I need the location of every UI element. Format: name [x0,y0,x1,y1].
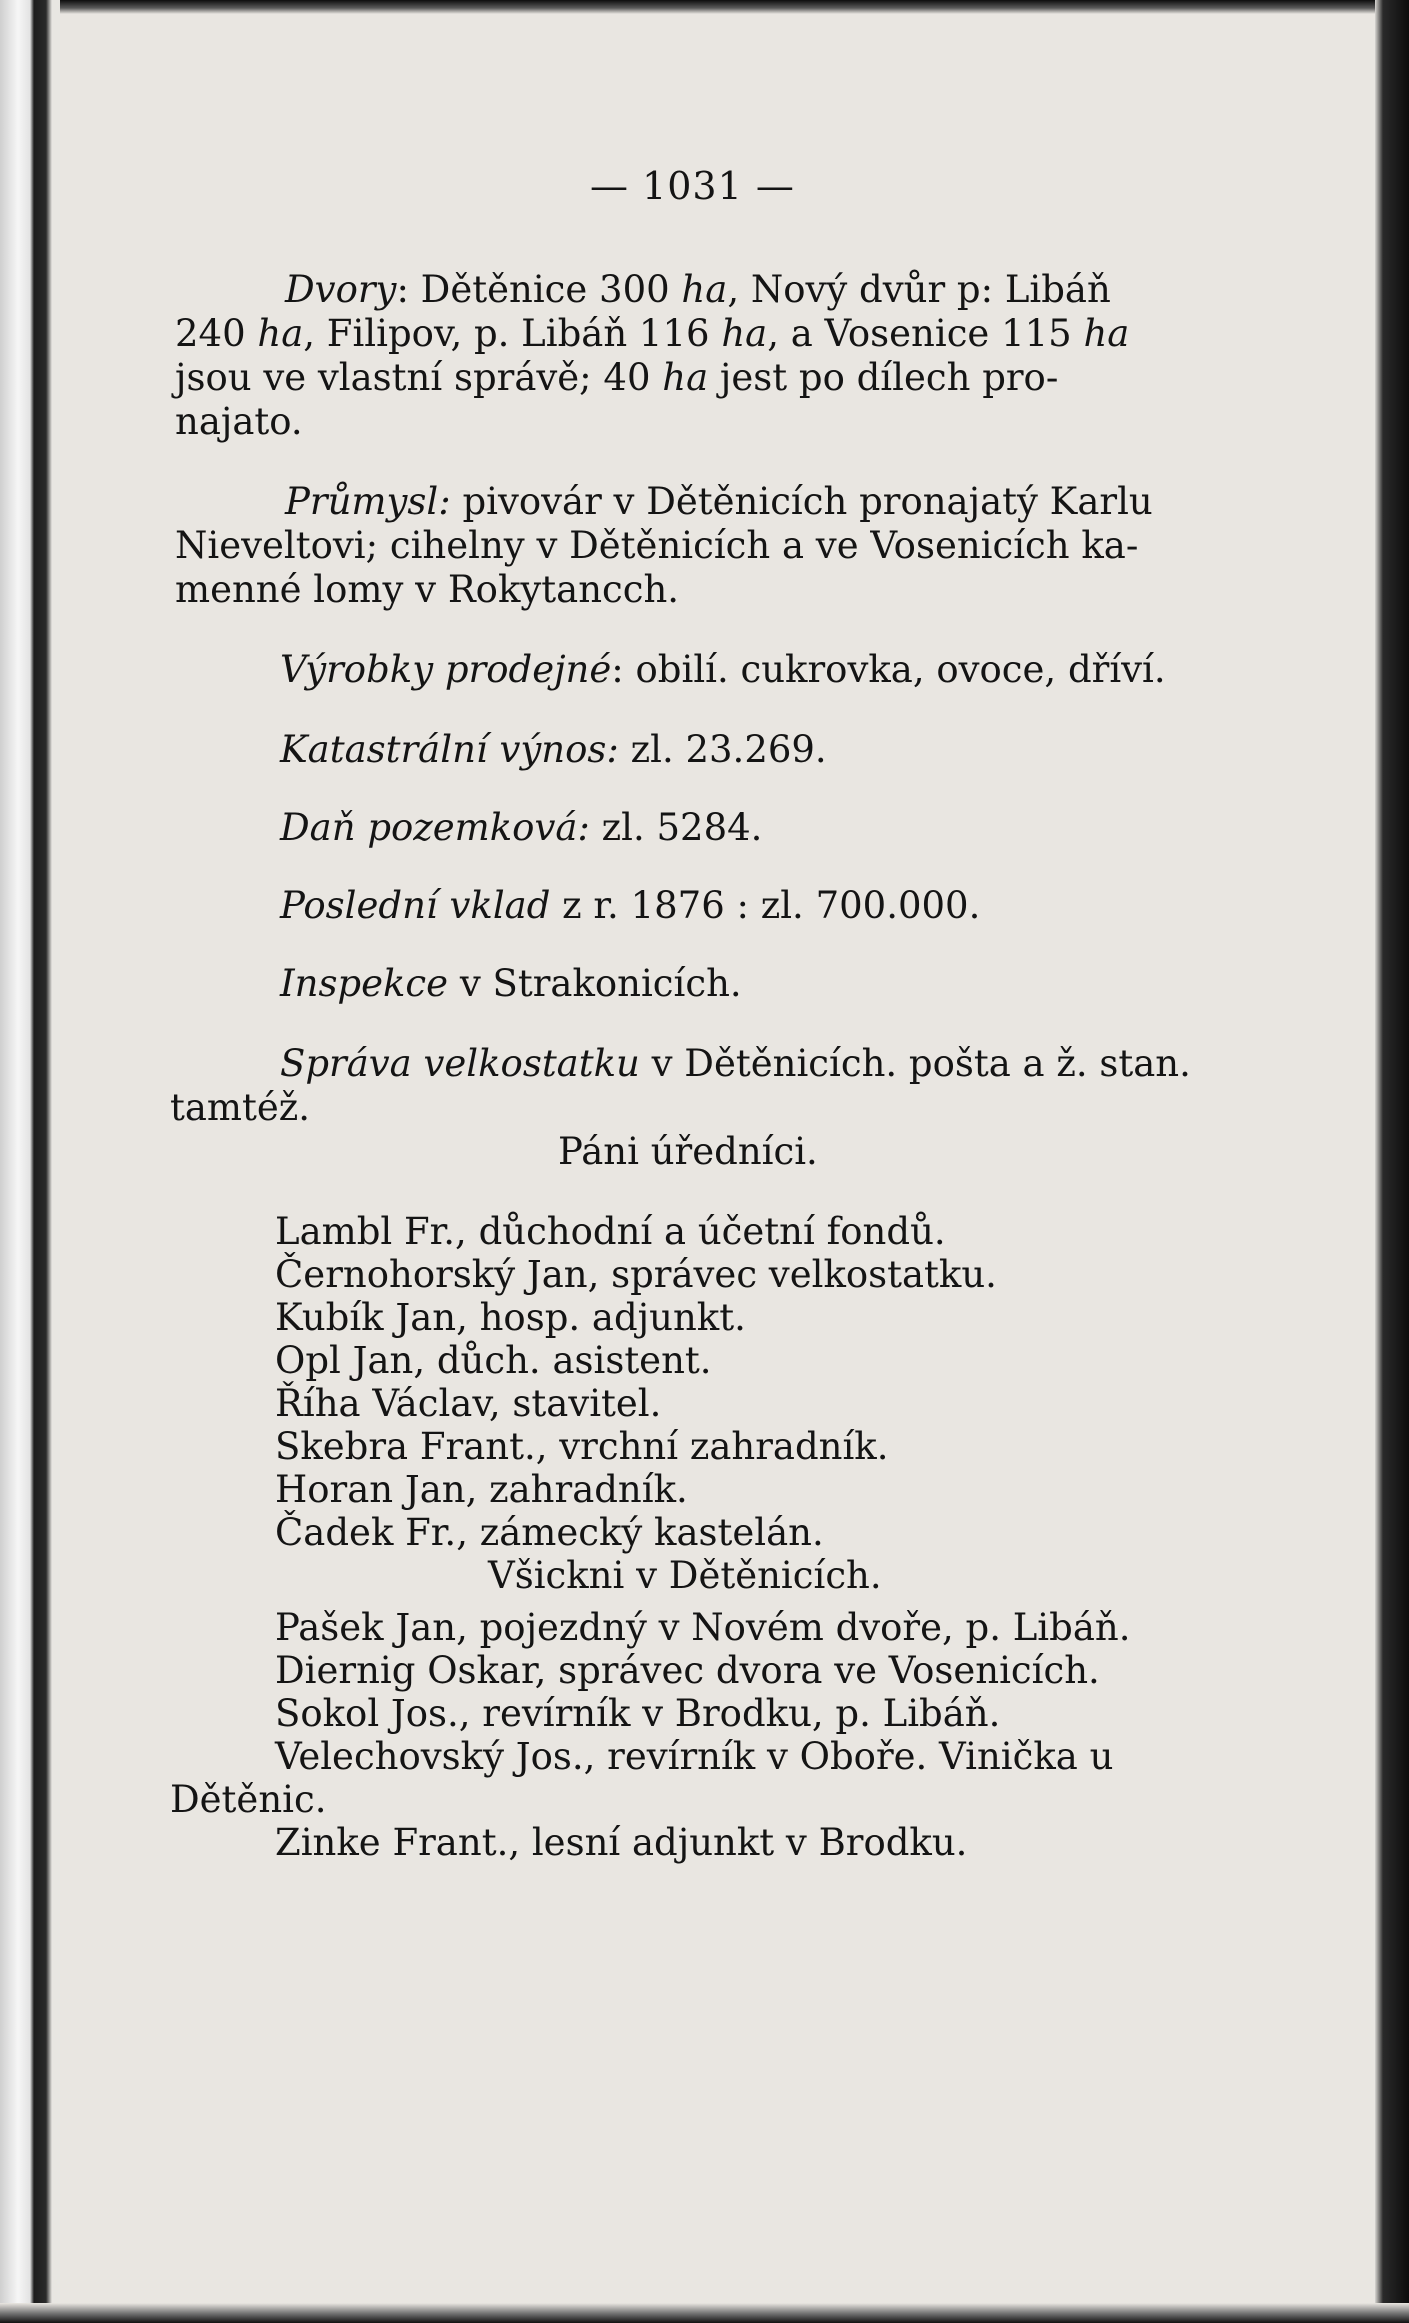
list-item: Čadek Fr., zámecký kastelán. [275,1511,824,1554]
list-item: Dětěnic. [170,1778,327,1821]
list-item: Lambl Fr., důchodní a účetní fondů. [275,1210,946,1253]
dvory-line-1: Dvory: Dětěnice 300 ha, Nový dvůr p: Libáň [285,268,1111,311]
scan-top-edge [0,0,1409,14]
list-item: Říha Václav, stavitel. [275,1382,662,1425]
inspekce-line: Inspekce v Strakonicích. [280,962,742,1005]
dvory-line-4: najato. [175,400,303,443]
list-item: Skebra Frant., vrchní zahradník. [275,1425,889,1468]
all-in-detenice-line: Všickni v Dětěnicích. [488,1554,882,1597]
scan-right-edge [1375,0,1409,2323]
katastralni-label: Katastrální výnos: [280,728,619,771]
list-item: Černohorský Jan, správec velkostatku. [275,1253,997,1296]
list-item: Sokol Jos., revírník v Brodku, p. Libáň. [275,1692,1001,1735]
sprava-line-2: tamtéž. [170,1086,311,1129]
scan-bottom-edge [0,2303,1409,2323]
vyrobky-label: Výrobky prodejné [280,648,612,691]
dan-label: Daň pozemková: [280,806,590,849]
inspekce-label: Inspekce [280,962,449,1005]
prumysl-line-2: Nieveltovi; cihelny v Dětěnicích a ve Vosenicích ka- [175,524,1139,567]
prumysl-line-1: Průmysl: pivovár v Dětěnicích pronajatý Karlu [285,480,1153,523]
vyrobky-line: Výrobky prodejné: obilí. cukrovka, ovoce, dříví. [280,648,1166,691]
sprava-label: Správa velkostatku [280,1042,640,1085]
dvory-line-3: jsou ve vlastní správě; 40 ha jest po dílech pro- [175,356,1059,399]
list-item: Pašek Jan, pojezdný v Novém dvoře, p. Libáň. [275,1606,1131,1649]
scan-left-edge [0,0,60,2323]
katastralni-line: Katastrální výnos: zl. 23.269. [280,728,827,771]
list-item: Velechovský Jos., revírník v Oboře. Vinička u [275,1735,1114,1778]
dvory-line-2: 240 ha, Filipov, p. Libáň 116 ha, a Vosenice 115 ha [175,312,1130,355]
list-item: Horan Jan, zahradník. [275,1468,688,1511]
officials-heading: Páni úředníci. [558,1130,818,1173]
list-item: Opl Jan, důch. asistent. [275,1339,712,1382]
sprava-line-1: Správa velkostatku v Dětěnicích. pošta a ž. stan. [280,1042,1191,1085]
dan-line: Daň pozemková: zl. 5284. [280,806,763,849]
dvory-label: Dvory [285,268,397,311]
list-item: Zinke Frant., lesní adjunkt v Brodku. [275,1821,968,1864]
list-item: Kubík Jan, hosp. adjunkt. [275,1296,746,1339]
vklad-line: Poslední vklad z r. 1876 : zl. 700.000. [280,884,981,927]
list-item: Diernig Oskar, správec dvora ve Vosenicích. [275,1649,1100,1692]
prumysl-label: Průmysl: [285,480,451,523]
page-number: — 1031 — [590,164,795,208]
vklad-label: Poslední vklad [280,884,551,927]
prumysl-line-3: menné lomy v Rokytancch. [175,568,680,611]
